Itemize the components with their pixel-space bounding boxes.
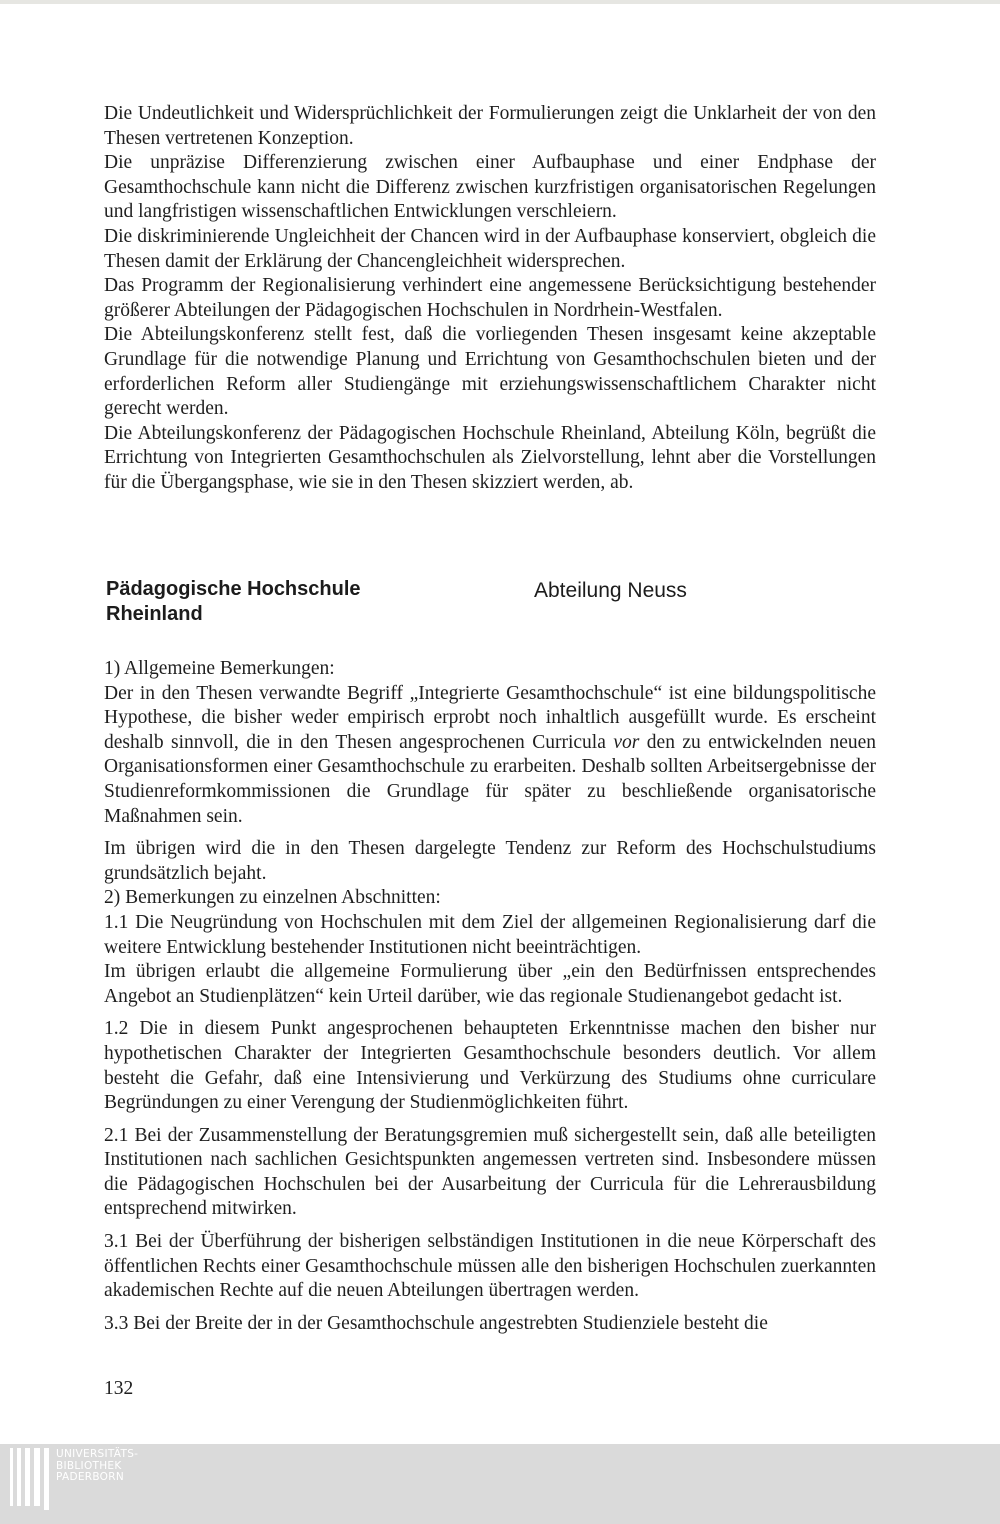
department-heading: Abteilung Neuss bbox=[534, 579, 687, 602]
paragraph: Die Abteilungskonferenz stellt fest, daß die vorliegenden Thesen insgesamt keine akzeptable Grundlage für die notwendige Planung und Errichtung von Gesamthochschulen bieten und der erforderlichen Reform aller Studiengänge mit erziehungswissenschaftlichem Charakter nicht gerecht werden. bbox=[104, 324, 876, 420]
paragraph-text: den zu entwickelnden neuen Organisationsformen einer Gesamthochschule zu erarbeiten. Deshalb sollten Arbeitsergebnisse der Studienreformkommissionen die Grundlage für später zu beschließende organisatorische Maßnahmen sein. bbox=[104, 731, 876, 827]
paragraph: Die diskriminierende Ungleichheit der Chancen wird in der Aufbauphase konserviert, obgleich die Thesen damit der Erklärung der Chancengleichheit widersprechen. bbox=[104, 225, 876, 272]
footer-bar bbox=[0, 1444, 1000, 1524]
paragraph: 1.2 Die in diesem Punkt angesprochenen behaupteten Erkenntnisse machen den bisher nur hypothetischen Charakter der Integrierten Gesamthochschule besonders deutlich. Vor allem besteht die Gefahr, daß eine Intensivierung und Verkürzung des Studiums ohne curriculare Begründungen zu einer Verengung der Studienmöglichkeiten führt. bbox=[104, 1018, 876, 1114]
paragraph: Die Undeutlichkeit und Widersprüchlichkeit der Formulierungen zeigt die Unklarheit der von den Thesen vertretenen Konzeption. bbox=[104, 103, 876, 149]
library-logo-text bbox=[56, 1449, 138, 1484]
paragraph-text: Der in den Thesen verwandte Begriff „Integrierte Gesamthochschule“ ist eine bildungspolitische Hypothese, die bisher weder empirisch erprobt noch inhaltlich ausgefüllt wurde. Es erscheint deshalb sinnvoll, die in den Thesen angesprochenen Curricula bbox=[104, 682, 876, 753]
subheading: 2) Bemerkungen zu einzelnen Abschnitten: bbox=[104, 887, 441, 909]
subheading: 1) Allgemeine Bemerkungen: bbox=[104, 658, 335, 679]
paragraph: 3.1 Bei der Überführung der bisherigen selbständigen Institutionen in die neue Körperschaft des öffentlichen Rechts einer Gesamthochschule müssen alle den bisherigen Hochschulen zuerkannten akademischen Rechte auf die neuen Abteilungen übertragen werden. bbox=[104, 1231, 876, 1302]
institution-line: Pädagogische Hochschule bbox=[106, 578, 361, 600]
paragraph: 3.3 Bei der Breite der in der Gesamthochschule angestrebten Studienziele besteht die bbox=[104, 1312, 768, 1334]
logo-line: UNIVERSITÄTS- bbox=[56, 1448, 139, 1460]
paragraph: 1.1 Die Neugründung von Hochschulen mit dem Ziel der allgemeinen Regionalisierung darf die weitere Entwicklung bestehender Institutionen nicht beeinträchtigen. bbox=[104, 911, 876, 958]
paragraph: Das Programm der Regionalisierung verhindert eine angemessene Berücksichtigung bestehender größerer Abteilungen der Pädagogischen Hochschulen in Nordrhein-Westfalen. bbox=[104, 275, 876, 321]
institution-line: Rheinland bbox=[106, 603, 203, 625]
library-logo-icon bbox=[8, 1444, 54, 1518]
logo-line: PADERBORN bbox=[56, 1471, 124, 1483]
text-block-lower bbox=[104, 657, 876, 1336]
section-heading bbox=[106, 577, 806, 629]
paragraph: Die unpräzise Differenzierung zwischen einer Aufbauphase und einer Endphase der Gesamthochschule kann nicht die Differenz zwischen kurzfristigen organisatorischen Regelungen und langfristigen wissenschaftlichen Entwicklungen verschleiern. bbox=[104, 152, 876, 223]
paragraph: Die Abteilungskonferenz der Pädagogischen Hochschule Rheinland, Abteilung Köln, begrüßt die Errichtung von Integrierten Gesamthochschulen als Zielvorstellung, lehnt aber die Vorstellungen für die Übergangsphase, wie sie in den Thesen skizziert werden, ab. bbox=[104, 422, 876, 493]
emphasis: vor bbox=[613, 731, 640, 753]
paragraph: Im übrigen wird die in den Thesen dargelegte Tendenz zur Reform des Hochschulstudiums grundsätzlich bejaht. bbox=[104, 838, 876, 884]
text-block-upper bbox=[104, 102, 876, 496]
paragraph: 2.1 Bei der Zusammenstellung der Beratungsgremien muß sichergestellt sein, daß alle beteiligten Institutionen nach sachlichen Gesichtspunkten angemessen vertreten sind. Insbesondere müssen die Pädagogischen Hochschulen bei der Ausarbeitung der Curricula für die Lehrerausbildung entsprechend mitwirken. bbox=[104, 1124, 876, 1220]
scan-edge bbox=[0, 0, 1000, 4]
logo-line: BIBLIOTHEK bbox=[56, 1459, 122, 1472]
paragraph: Im übrigen erlaubt die allgemeine Formulierung über „ein den Bedürfnissen entsprechendes Angebot an Studienplätzen“ kein Urteil darüber, wie das regionale Studienangebot gedacht ist. bbox=[104, 961, 876, 1007]
institution-heading bbox=[106, 577, 406, 627]
page-number: 132 bbox=[104, 1378, 134, 1399]
paragraph bbox=[104, 682, 876, 830]
library-logo bbox=[8, 1444, 208, 1518]
